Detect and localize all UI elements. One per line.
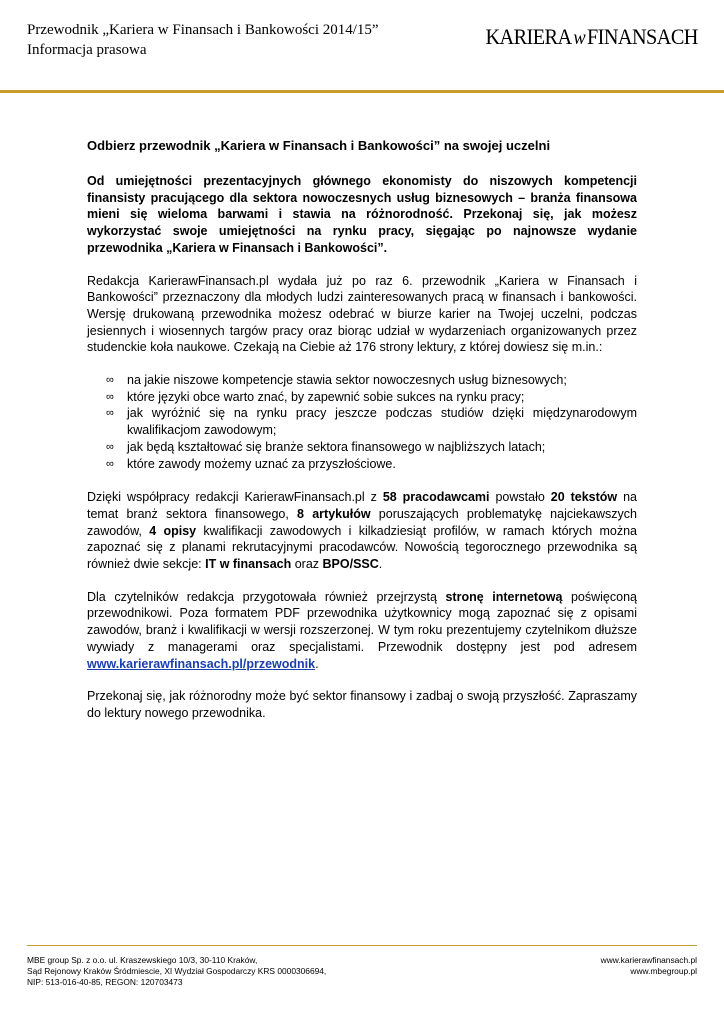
list-item: ∞ jak będą kształtować się branże sektora finansowego w najbliższych latach;: [106, 439, 546, 454]
logo-text-kariera: KARIERA: [485, 24, 572, 49]
document-subtitle: Informacja prasowa: [27, 42, 147, 58]
article-body: [87, 137, 637, 738]
bullet-marker-icon: ∞: [106, 374, 114, 387]
list-item: ∞ jak wyróżnić się na rynku pracy jeszcze podczas studiów dzięki międzynarodowym kwalifikacjom zawodowym;: [106, 406, 637, 438]
list-item: ∞ które zawody możemy uznać za przyszłościowe.: [106, 456, 396, 471]
bullet-marker-icon: ∞: [106, 440, 114, 453]
footer-address: MBE group Sp. z o.o. ul. Kraszewskiego 10/3, 30-110 Kraków,: [27, 955, 258, 965]
logo-text-finansach: FINANSACH: [587, 24, 698, 49]
paragraph-website: Dla czytelników redakcja przygotowała również przejrzystą stronę internetową poświęconą przewodnikowi. Poza formatem PDF przewodnika użytkownicy mogą zapoznać się z opisami zawodów, branż i kwalifikacji w wersji rozszerzonej. W tym roku prezentujemy czytelnikom dłuższe wywiady z managerami oraz specjalistami. Przewodnik dostępny jest pod adresem www.karierawfinansach.pl/przewodnik.: [87, 589, 637, 671]
footer-link-mbegroup[interactable]: www.mbegroup.pl: [630, 965, 697, 976]
document-title: Przewodnik „Kariera w Finansach i Bankowości 2014/15”: [27, 22, 379, 38]
footer-divider: [27, 945, 697, 946]
footer-company-info: [27, 955, 326, 987]
bullet-marker-icon: ∞: [106, 390, 114, 403]
list-item: ∞ na jakie niszowe kompetencje stawia sektor nowoczesnych usług biznesowych;: [106, 373, 567, 388]
document-header: [27, 20, 379, 60]
footer-websites: [601, 955, 697, 977]
paragraph-intro: Redakcja KarierawFinansach.pl wydała już po raz 6. przewodnik „Kariera w Finansach i Bankowości” przeznaczony dla młodych ludzi zainteresowanych pracą w finansach i bankowości. Wersję drukowaną przewodnika możesz odebrać w biurze karier na Twojej uczelni, podczas jesiennych i wiosennych targów pracy oraz biorąc udział w wydarzeniach organizowanych przez studenckie koła naukowe. Czekają na Ciebie aż 176 strony lektury, z której dowiesz się m.in.:: [87, 273, 637, 355]
paragraph-cooperation: Dzięki współpracy redakcji KarierawFinansach.pl z 58 pracodawcami powstało 20 tekstów na temat branż sektora finansowego, 8 artykułów poruszających problematykę najciekawszych zawodów, 4 opisy kwalifikacji zawodowych i kilkadziesiąt profilów, w ramach których można zapoznać się z planami rekrutacyjnymi pracodawców. Nowością tegorocznego przewodnika są również dwie sekcje: IT w finansach oraz BPO/SSC.: [87, 490, 638, 572]
guide-link[interactable]: www.karierawfinansach.pl/przewodnik: [87, 656, 316, 671]
article-heading: Odbierz przewodnik „Kariera w Finansach i Bankowości” na swojej uczelni: [87, 138, 551, 153]
logo-text-w: w: [573, 27, 586, 49]
header-divider: [0, 90, 724, 93]
footer-tax-ids: NIP: 513-016-40-85, REGON: 120703473: [27, 976, 183, 987]
paragraph-closing: Przekonaj się, jak różnorodny może być sektor finansowy i zadbaj o swoją przyszłość. Zapraszamy do lektury nowego przewodnika.: [87, 689, 637, 720]
lead-paragraph: Od umiejętności prezentacyjnych głównego ekonomisty do niszowych kompetencji finansisty pracującego dla sektora nowoczesnych usług biznesowych – branża finansowa mieni się wieloma barwami i stawia na różnorodność. Przekonaj się, jak możesz wykorzystać swoje umiejętności na rynku pracy, sięgając po najnowsze wydanie przewodnika „Kariera w Finansach i Bankowości”.: [87, 174, 637, 255]
footer-link-karierawfinansach[interactable]: www.karierawfinansach.pl: [600, 955, 697, 965]
bullet-marker-icon: ∞: [106, 457, 114, 470]
footer-registration: Sąd Rejonowy Kraków Śródmiescie, XI Wydział Gospodarczy KRS 0000306694,: [27, 965, 327, 976]
bullet-marker-icon: ∞: [106, 407, 114, 420]
topics-list: [87, 372, 637, 472]
brand-logo: [486, 24, 698, 51]
list-item: ∞ które języki obce warto znać, by zapewnić sobie sukces na rynku pracy;: [106, 389, 525, 404]
